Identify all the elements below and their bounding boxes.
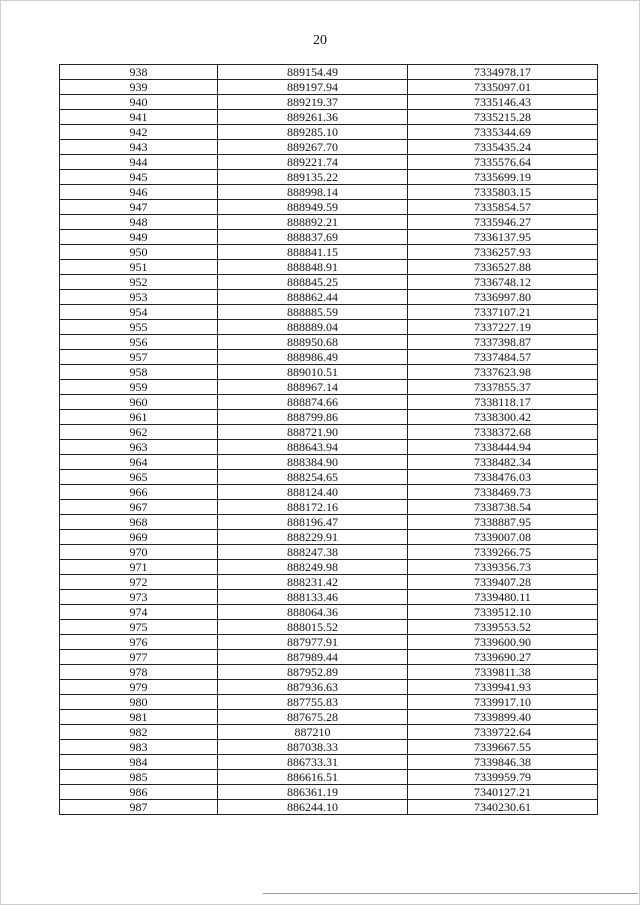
y-coordinate-cell: 7336137.95 [408, 230, 598, 245]
x-coordinate-cell: 888837.69 [218, 230, 408, 245]
y-coordinate-cell: 7339899.40 [408, 710, 598, 725]
y-coordinate-cell: 7339917.10 [408, 695, 598, 710]
x-coordinate-cell: 888643.94 [218, 440, 408, 455]
point-number-cell: 973 [60, 590, 218, 605]
x-coordinate-cell: 887755.83 [218, 695, 408, 710]
coordinates-table [59, 64, 598, 815]
y-coordinate-cell: 7338118.17 [408, 395, 598, 410]
point-number-cell: 961 [60, 410, 218, 425]
x-coordinate-cell: 888133.46 [218, 590, 408, 605]
table-row [60, 770, 598, 785]
y-coordinate-cell: 7337484.57 [408, 350, 598, 365]
x-coordinate-cell: 889219.37 [218, 95, 408, 110]
table-row [60, 275, 598, 290]
y-coordinate-cell: 7336997.80 [408, 290, 598, 305]
point-number-cell: 941 [60, 110, 218, 125]
point-number-cell: 983 [60, 740, 218, 755]
x-coordinate-cell: 888124.40 [218, 485, 408, 500]
table-row [60, 695, 598, 710]
y-coordinate-cell: 7338300.42 [408, 410, 598, 425]
y-coordinate-cell: 7338738.54 [408, 500, 598, 515]
x-coordinate-cell: 888892.21 [218, 215, 408, 230]
x-coordinate-cell: 886244.10 [218, 800, 408, 815]
point-number-cell: 977 [60, 650, 218, 665]
table-row [60, 470, 598, 485]
table-row [60, 215, 598, 230]
y-coordinate-cell: 7336257.93 [408, 245, 598, 260]
table-row [60, 710, 598, 725]
y-coordinate-cell: 7335435.24 [408, 140, 598, 155]
point-number-cell: 957 [60, 350, 218, 365]
point-number-cell: 944 [60, 155, 218, 170]
y-coordinate-cell: 7335215.28 [408, 110, 598, 125]
point-number-cell: 942 [60, 125, 218, 140]
table-row [60, 110, 598, 125]
point-number-cell: 960 [60, 395, 218, 410]
point-number-cell: 964 [60, 455, 218, 470]
table-row [60, 125, 598, 140]
x-coordinate-cell: 889010.51 [218, 365, 408, 380]
y-coordinate-cell: 7339846.38 [408, 755, 598, 770]
point-number-cell: 987 [60, 800, 218, 815]
y-coordinate-cell: 7338476.03 [408, 470, 598, 485]
y-coordinate-cell: 7335146.43 [408, 95, 598, 110]
point-number-cell: 968 [60, 515, 218, 530]
point-number-cell: 965 [60, 470, 218, 485]
point-number-cell: 980 [60, 695, 218, 710]
y-coordinate-cell: 7335946.27 [408, 215, 598, 230]
x-coordinate-cell: 888950.68 [218, 335, 408, 350]
x-coordinate-cell: 888247.38 [218, 545, 408, 560]
table-row [60, 230, 598, 245]
point-number-cell: 949 [60, 230, 218, 245]
y-coordinate-cell: 7338469.73 [408, 485, 598, 500]
x-coordinate-cell: 888799.86 [218, 410, 408, 425]
table-row [60, 530, 598, 545]
y-coordinate-cell: 7336748.12 [408, 275, 598, 290]
y-coordinate-cell: 7337107.21 [408, 305, 598, 320]
x-coordinate-cell: 888841.15 [218, 245, 408, 260]
coordinates-table-body [60, 65, 598, 815]
y-coordinate-cell: 7338372.68 [408, 425, 598, 440]
table-row [60, 515, 598, 530]
table-row [60, 635, 598, 650]
x-coordinate-cell: 888949.59 [218, 200, 408, 215]
table-row [60, 485, 598, 500]
table-row [60, 650, 598, 665]
point-number-cell: 956 [60, 335, 218, 350]
y-coordinate-cell: 7339959.79 [408, 770, 598, 785]
x-coordinate-cell: 888874.66 [218, 395, 408, 410]
point-number-cell: 966 [60, 485, 218, 500]
point-number-cell: 959 [60, 380, 218, 395]
table-row [60, 380, 598, 395]
x-coordinate-cell: 888967.14 [218, 380, 408, 395]
point-number-cell: 939 [60, 80, 218, 95]
point-number-cell: 974 [60, 605, 218, 620]
table-row [60, 95, 598, 110]
point-number-cell: 951 [60, 260, 218, 275]
x-coordinate-cell: 886361.19 [218, 785, 408, 800]
x-coordinate-cell: 888885.59 [218, 305, 408, 320]
y-coordinate-cell: 7340230.61 [408, 800, 598, 815]
point-number-cell: 969 [60, 530, 218, 545]
table-row [60, 305, 598, 320]
table-row [60, 500, 598, 515]
x-coordinate-cell: 889154.49 [218, 65, 408, 80]
y-coordinate-cell: 7339600.90 [408, 635, 598, 650]
table-row [60, 65, 598, 80]
point-number-cell: 972 [60, 575, 218, 590]
page-number: 20 [313, 33, 327, 48]
y-coordinate-cell: 7339356.73 [408, 560, 598, 575]
table-row [60, 665, 598, 680]
table-row [60, 680, 598, 695]
y-coordinate-cell: 7339266.75 [408, 545, 598, 560]
point-number-cell: 985 [60, 770, 218, 785]
bottom-rule [263, 893, 638, 894]
point-number-cell: 943 [60, 140, 218, 155]
x-coordinate-cell: 888862.44 [218, 290, 408, 305]
point-number-cell: 978 [60, 665, 218, 680]
x-coordinate-cell: 887210 [218, 725, 408, 740]
y-coordinate-cell: 7337398.87 [408, 335, 598, 350]
y-coordinate-cell: 7338887.95 [408, 515, 598, 530]
table-row [60, 785, 598, 800]
x-coordinate-cell: 888848.91 [218, 260, 408, 275]
table-row [60, 290, 598, 305]
point-number-cell: 958 [60, 365, 218, 380]
y-coordinate-cell: 7335699.19 [408, 170, 598, 185]
x-coordinate-cell: 889135.22 [218, 170, 408, 185]
table-row [60, 590, 598, 605]
point-number-cell: 962 [60, 425, 218, 440]
y-coordinate-cell: 7339811.38 [408, 665, 598, 680]
y-coordinate-cell: 7335576.64 [408, 155, 598, 170]
point-number-cell: 971 [60, 560, 218, 575]
point-number-cell: 979 [60, 680, 218, 695]
point-number-cell: 954 [60, 305, 218, 320]
y-coordinate-cell: 7339512.10 [408, 605, 598, 620]
table-row [60, 365, 598, 380]
y-coordinate-cell: 7339480.11 [408, 590, 598, 605]
table-row [60, 455, 598, 470]
table-row [60, 725, 598, 740]
table-row [60, 545, 598, 560]
x-coordinate-cell: 888196.47 [218, 515, 408, 530]
y-coordinate-cell: 7335344.69 [408, 125, 598, 140]
point-number-cell: 986 [60, 785, 218, 800]
point-number-cell: 955 [60, 320, 218, 335]
y-coordinate-cell: 7334978.17 [408, 65, 598, 80]
x-coordinate-cell: 888384.90 [218, 455, 408, 470]
y-coordinate-cell: 7338444.94 [408, 440, 598, 455]
table-row [60, 185, 598, 200]
table-row [60, 395, 598, 410]
x-coordinate-cell: 889221.74 [218, 155, 408, 170]
x-coordinate-cell: 888229.91 [218, 530, 408, 545]
y-coordinate-cell: 7339690.27 [408, 650, 598, 665]
x-coordinate-cell: 888998.14 [218, 185, 408, 200]
x-coordinate-cell: 888249.98 [218, 560, 408, 575]
x-coordinate-cell: 887038.33 [218, 740, 408, 755]
x-coordinate-cell: 888231.42 [218, 575, 408, 590]
x-coordinate-cell: 889197.94 [218, 80, 408, 95]
x-coordinate-cell: 889267.70 [218, 140, 408, 155]
y-coordinate-cell: 7339941.93 [408, 680, 598, 695]
point-number-cell: 981 [60, 710, 218, 725]
y-coordinate-cell: 7337855.37 [408, 380, 598, 395]
y-coordinate-cell: 7339722.64 [408, 725, 598, 740]
y-coordinate-cell: 7339553.52 [408, 620, 598, 635]
table-row [60, 800, 598, 815]
point-number-cell: 945 [60, 170, 218, 185]
y-coordinate-cell: 7335097.01 [408, 80, 598, 95]
point-number-cell: 947 [60, 200, 218, 215]
y-coordinate-cell: 7339667.55 [408, 740, 598, 755]
table-row [60, 605, 598, 620]
x-coordinate-cell: 887952.89 [218, 665, 408, 680]
x-coordinate-cell: 888845.25 [218, 275, 408, 290]
point-number-cell: 953 [60, 290, 218, 305]
x-coordinate-cell: 888172.16 [218, 500, 408, 515]
x-coordinate-cell: 888254.65 [218, 470, 408, 485]
table-row [60, 620, 598, 635]
x-coordinate-cell: 888064.36 [218, 605, 408, 620]
x-coordinate-cell: 888015.52 [218, 620, 408, 635]
y-coordinate-cell: 7340127.21 [408, 785, 598, 800]
y-coordinate-cell: 7335803.15 [408, 185, 598, 200]
x-coordinate-cell: 886733.31 [218, 755, 408, 770]
y-coordinate-cell: 7337227.19 [408, 320, 598, 335]
point-number-cell: 963 [60, 440, 218, 455]
point-number-cell: 946 [60, 185, 218, 200]
x-coordinate-cell: 887989.44 [218, 650, 408, 665]
table-row [60, 755, 598, 770]
y-coordinate-cell: 7337623.98 [408, 365, 598, 380]
x-coordinate-cell: 889261.36 [218, 110, 408, 125]
table-row [60, 80, 598, 95]
table-row [60, 170, 598, 185]
table-row [60, 155, 598, 170]
table-row [60, 425, 598, 440]
point-number-cell: 952 [60, 275, 218, 290]
point-number-cell: 948 [60, 215, 218, 230]
point-number-cell: 940 [60, 95, 218, 110]
table-row [60, 335, 598, 350]
point-number-cell: 938 [60, 65, 218, 80]
point-number-cell: 984 [60, 755, 218, 770]
y-coordinate-cell: 7336527.88 [408, 260, 598, 275]
table-row [60, 440, 598, 455]
x-coordinate-cell: 888721.90 [218, 425, 408, 440]
y-coordinate-cell: 7338482.34 [408, 455, 598, 470]
table-row [60, 260, 598, 275]
point-number-cell: 967 [60, 500, 218, 515]
x-coordinate-cell: 889285.10 [218, 125, 408, 140]
table-row [60, 200, 598, 215]
table-row [60, 740, 598, 755]
table-row [60, 140, 598, 155]
point-number-cell: 982 [60, 725, 218, 740]
x-coordinate-cell: 887675.28 [218, 710, 408, 725]
x-coordinate-cell: 886616.51 [218, 770, 408, 785]
y-coordinate-cell: 7339007.08 [408, 530, 598, 545]
table-row [60, 410, 598, 425]
x-coordinate-cell: 888889.04 [218, 320, 408, 335]
point-number-cell: 970 [60, 545, 218, 560]
table-row [60, 320, 598, 335]
y-coordinate-cell: 7339407.28 [408, 575, 598, 590]
table-row [60, 350, 598, 365]
point-number-cell: 950 [60, 245, 218, 260]
x-coordinate-cell: 887936.63 [218, 680, 408, 695]
point-number-cell: 976 [60, 635, 218, 650]
point-number-cell: 975 [60, 620, 218, 635]
x-coordinate-cell: 888986.49 [218, 350, 408, 365]
x-coordinate-cell: 887977.91 [218, 635, 408, 650]
table-row [60, 575, 598, 590]
table-row [60, 245, 598, 260]
table-row [60, 560, 598, 575]
y-coordinate-cell: 7335854.57 [408, 200, 598, 215]
